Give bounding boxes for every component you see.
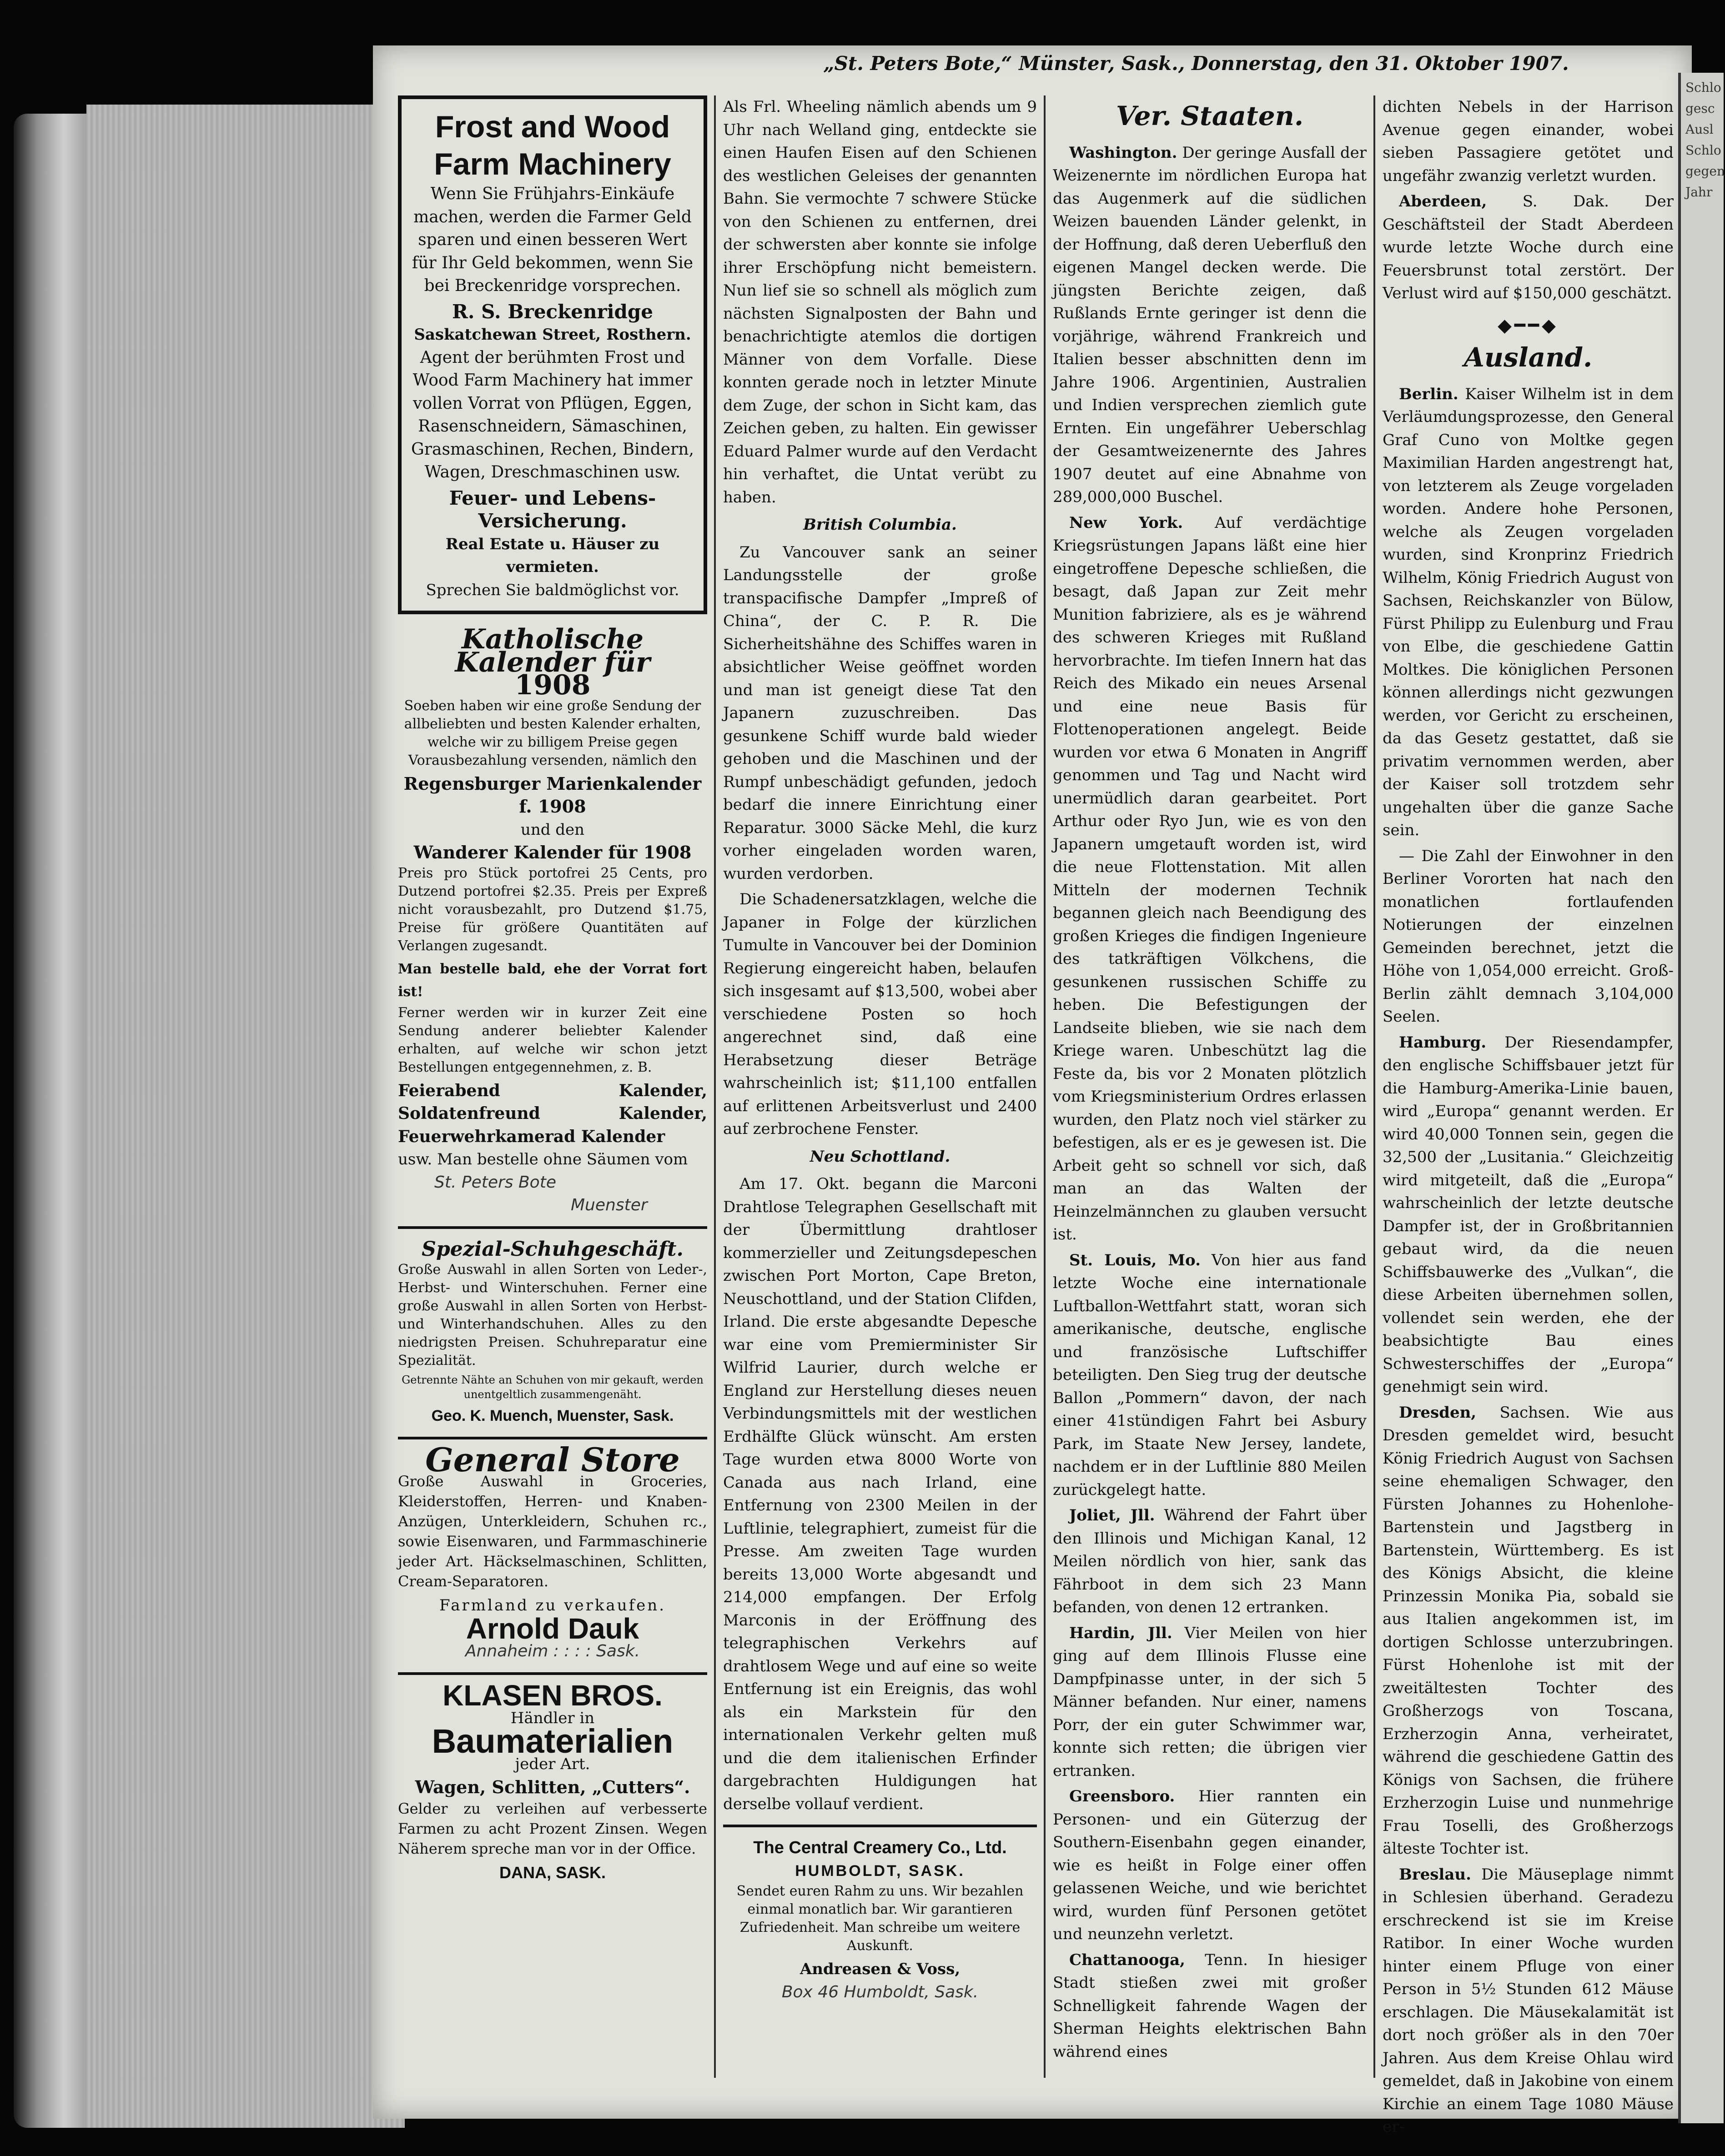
article-text: Vier Meilen von hier ging auf dem Illinois Flusse eine Dampfpinasse unter, in der sich 5 Männer befanden. Nur einer, namens Porr, der ein guter Schwimmer war, konnte sich retten; die übrigen vier ertranken. [1053, 1624, 1367, 1780]
ad-frost-body: Wenn Sie Frühjahrs-Einkäufe machen, werden die Farmer Geld sparen und einen besseren Wert für Ihr Geld bekommen, wenn Sie bei Breckenridge vorsprechen. [412, 185, 694, 295]
ad-kalender-und: und den [520, 820, 585, 839]
ad-store-title: General Store [425, 1440, 680, 1479]
ad-creamery-place: HUMBOLDT, SASK. [795, 1862, 965, 1880]
column-rule [714, 95, 716, 2078]
ad-klasen-title: KLASEN BROS. [443, 1679, 663, 1712]
section-ausland: Ausland. [1463, 342, 1593, 373]
dateline: New York. [1069, 513, 1183, 532]
section-neu-schottland: Neu Schottland. [810, 1147, 951, 1166]
dateline: Berlin. [1399, 385, 1458, 403]
ad-klasen-place: DANA, SASK. [499, 1863, 606, 1882]
ad-creamery-sign: Andreasen & Voss, [800, 1960, 961, 1978]
article-chattanooga [1053, 1949, 1367, 2064]
ad-kalender-order: Man bestelle bald, ehe der Vorrat fort ist! [398, 961, 707, 1000]
dateline: Joliet, Jll. [1069, 1506, 1155, 1524]
dateline: Washington. [1069, 143, 1177, 162]
article-greensboro [1053, 1785, 1367, 1946]
ad-kalender-title: Katholische Kalender für [455, 623, 650, 678]
article-text: Auf verdächtige Kriegsrüstungen Japans läßt eine hier eingetroffene Depesche schließen, die besagt, daß Japan zur Zeit mehr Munition fabriziere, als es je während des schweren Krieges mit Rußland hervorbrachte. Im tiefen Innern hat das Reich des Mikado ein neues Arsenal und eine neue Basis für Flottenoperationen angelegt. Beide wurden vor etwa 6 Monaten in Angriff genommen und Tag und Nacht wird unermüdlich daran gearbeitet. Port Arthur oder Ryo Jun, wie es von den Japanern umgetauft worden ist, wird die neue Flottenstation. Mit allen Mitteln der modernen Technik begannen gleich nach Beendigung des großen Krieges die findigen Ingenieure des tatkräftigen Völkchens, die gesunkenen russischen Schiffe zu heben. Die Befestigungen der Landseite blieben, wie sie nach dem Kriege waren. Unbeschützt lag die Feste da, bis vor 2 Monaten plötzlich vom Kriegsministerium Ordres erlassen wurden, den Platz noch viel stärker zu befestigen, als er es je gewesen ist. Die Arbeit geht so schnell vor sich, daß man an das Walten der Heinzelmännchen zu glauben versucht ist. [1053, 513, 1367, 1243]
ad-kalender-body2: Ferner werden wir in kurzer Zeit eine Sendung anderer beliebter Kalender erhalten, auf welche wir schon jetzt Bestellungen entgegennehmen, z. B. [398, 1004, 707, 1075]
article-berlin [1383, 383, 1674, 842]
article-text: Der Riesendampfer, den englische Schiffsbauer jetzt für die Hamburg-Amerika-Linie bauen, wird „Europa“ genannt werden. Er wird 40,000 Tonnen sein, gegen die 32,500 der „Lusitania.“ Gleichzeitig wird mitgeteilt, daß die „Europa“ wahrscheinlich der letzte deutsche Dampfer ist, der in Großbritannien gebaut wird, da die neuen Schiffsbauwerke des „Vulkan“, die diese Arbeiten übernehmen sollen, vollendet sein werden, ehe der beabsichtigte Bau eines Schwesterschiffes der „Europa“ genehmigt sein wird. [1383, 1033, 1674, 1396]
article-dresden [1383, 1401, 1674, 1860]
article-st-louis [1053, 1249, 1367, 1502]
ad-creamery [723, 1836, 1037, 2004]
section-ver-staaten: Ver. Staaten. [1116, 100, 1304, 131]
ad-frost-wood [398, 95, 707, 614]
article-joliet [1053, 1504, 1367, 1619]
article-claims: Die Schadenersatzklagen, welche die Japaner in Folge der kürzlichen Tumulte in Vancouver bei der Dominion Regierung eingereicht haben, belaufen sich insgesamt auf $13,500, wobei aber verschiedene Posten so hoch angerechnet sind, daß eine Herabsetzung dieser Beträge wahrscheinlich ist; $11,100 entfallen auf erlittenen Arbeitsverlust und 2400 auf zerbrochene Fenster. [723, 890, 1037, 1138]
ad-frost-insurance: Feuer- und Lebens-Versicherung. [449, 486, 656, 532]
dateline: Dresden, [1399, 1403, 1477, 1422]
dateline: Breslau. [1399, 1865, 1471, 1884]
ad-store-place: Annaheim : : : : Sask. [465, 1642, 640, 1660]
ad-kalender-closing: usw. Man bestelle ohne Säumen vom [398, 1150, 688, 1168]
ad-store-name: Arnold Dauk [466, 1612, 639, 1645]
article-berlin-population: — Die Zahl der Einwohner in den Berliner Vororten hat nach den monatlichen fortlaufenden Notierungen der einzelnen Gemeinden berechnet, jetzt die Höhe von 1,054,000 erreicht. Groß-Berlin zählt demnach 3,104,000 Seelen. [1383, 847, 1674, 1026]
dateline: Hardin, Jll. [1069, 1624, 1172, 1642]
article-marconi: Am 17. Okt. begann die Marconi Drahtlose Telegraphen Gesellschaft mit der Übermittlung drahtloser kommerzieller und Zeitungsdepeschen zwischen Port Morton, Cape Breton, Neuschottland, und der Station Clifden, Irland. Die erste abgesandte Depesche war eine vom Premierminister Sir Wilfrid Laurier, durch welche er England zur Herstellung dieses neuen Verbindungsmittels mit der westlichen Erdhälfte Glück wünscht. Am ersten Tage wurden etwa 8000 Worte von Canada aus nach Irland, eine Entfernung von 2300 Meilen in der Luftlinie, telegraphiert, zumeist für die Presse. Am zweiten Tage wurden bereits 13,000 Worte abgesandt und 214,000 empfangen. Der Erfolg Marconis in der Eröffnung des telegraphischen Verkehrs auf drahtlosem Wege und auf eine so weite Entfernung ist ein Ereignis, das wohl als ein Markstein für den internationalen Verkehr gelten muß und die dem italienischen Erfinder dargebrachten Huldigungen hat derselbe vollauf verdient. [723, 1175, 1037, 1813]
ad-kalender-stamp2: Muenster [571, 1196, 648, 1214]
ad-frost-realestate: Real Estate u. Häuser zu vermieten. [445, 535, 660, 576]
article-text: Sachsen. Wie aus Dresden gemeldet wird, besucht König Friedrich August von Sachsen seine ehemaligen Schwager, den Fürsten Johannes zu Hohenlohe-Bartenstein und Jagstberg in Bartenstein, Württemberg. Es ist des Königs Absicht, die kleine Prinzessin Monika Pia, sobald sie aus Italien angekommen ist, im dortigen Schlosse unterzubringen. Fürst Hohenlohe ist mit der zweitältesten Tochter des Großherzogs von Toscana, Erzherzogin Anna, verheiratet, während die geschiedene Gattin des Königs von Sachsen, die frühere Erzherzogin Luise und nunmehrige Frau Toselli, des Großherzogs älteste Tochter ist. [1383, 1403, 1674, 1858]
ad-creamery-title: The Central Creamery Co., Ltd. [753, 1838, 1007, 1857]
ad-schuh-small: Getrennte Nähte an Schuhen von mir gekauft, werden unentgeltlich zusammengenäht. [402, 1374, 704, 1401]
article-text: Kaiser Wilhelm ist in dem Verläumdungsprozesse, den General Graf Cuno von Moltke gegen Maximilian Harden angestrengt hat, von letzterem als Zeuge vorgeladen worden. Andere hohe Personen, welche als Zeugen vorgeladen wurden, sind Kronprinz Friedrich Wilhelm, König Friedrich August von Sachsen, Reichskanzler von Bülow, Fürst Philipp zu Eulenburg und Frau von Elbe, die geschiedene Gattin Moltkes. Die königlichen Personen können allerdings nicht gezwungen werden, vor Gericht zu erscheinen, da das Gesetz gestattet, daß sie privatim vernommen werden, aber der Kaiser soll trotzdem sehr ungehalten über die ganze Sache sein. [1383, 385, 1674, 839]
ad-creamery-body: Sendet euren Rahm zu uns. Wir bezahlen einmal monatlich bar. Wir garantieren Zufriedenheit. Man schreibe um weitere Auskunft. [736, 1883, 1024, 1954]
ad-kalender-marien: Regensburger Marienkalender f. 1908 [403, 773, 702, 817]
ad-frost-agent: Agent der berühmten Frost und Wood Farm Machinery hat immer vollen Vorrat von Pflügen, Eggen, Rasenschneidern, Sämaschinen, Grasmaschinen, Rechen, Bindern, Wagen, Dreschmaschinen usw. [411, 348, 694, 481]
next-page-text: Schlo gesc Ausl Schlo gegen Jahr [1685, 80, 1725, 200]
page-header: „St. Peters Bote,“ Münster, Sask., Donnerstag, den 31. Oktober 1907. [823, 52, 1569, 75]
article-welland: Als Frl. Wheeling nämlich abends um 9 Uhr nach Welland ging, entdeckte sie einen Haufen Eisen auf den Schienen des westlichen Geleises der genannten Bahn. Sie vermochte 7 schwere Stücke von den Schienen zu entfernen, drei der schwersten aber konnte sie infolge ihrer Erschöpfung nicht bemeistern. Nun lief sie so schnell als möglich zum nächsten Signalposten der Bahn und benachrichtigte atemlos die dortigen Männer von dem Vorfalle. Diese konnten gerade noch in letzter Minute dem Zuge, der schon in Sicht kam, das Zeichen geben, zu halten. Ein gewisser Eduard Palmer wurde auf den Verdacht hin verhaftet, die Untat verübt zu haben. [723, 98, 1037, 506]
ad-kalender-others: Feierabend Kalender, Soldatenfreund Kalender, Feuerwehrkamerad Kalender [398, 1081, 707, 1146]
divider [398, 1226, 707, 1229]
ad-klasen-body: Gelder zu verleihen auf verbesserte Farmen zu acht Prozent Zinsen. Wegen Näherem spreche man vor in der Office. [398, 1800, 707, 1857]
ad-schuh-title: Spezial-Schuhgeschäft. [422, 1237, 684, 1261]
column-rule [1044, 95, 1046, 2078]
divider [398, 1437, 707, 1439]
article-text: S. Dak. Der Geschäftsteil der Stadt Aberdeen wurde letzte Woche durch eine Feuersbrunst total zerstört. Der Verlust wird auf $150,000 geschätzt. [1383, 192, 1674, 302]
next-page-edge [1678, 73, 1724, 2123]
ad-creamery-hand: Box 46 Humboldt, Sask. [781, 1982, 979, 2001]
ad-klasen-wagons: Wagen, Schlitten, „Cutters“. [415, 1776, 690, 1797]
column-abroad [1383, 95, 1674, 2136]
ad-store-body: Große Auswahl in Groceries, Kleiderstoffen, Herren- und Knaben-Anzügen, Unterkleidern, Schuhen rc., sowie Eisenwaren, und Farmmaschinerie jeder Art. Häckselmaschinen, Schlitten, Cream-Separatoren. [398, 1473, 707, 1590]
article-text: Tenn. In hiesiger Stadt stießen zwei mit großer Schnelligkeit fahrende Wagen der Sherman Heights elektrischen Bahn während eines [1053, 1950, 1367, 2061]
article-new-york [1053, 511, 1367, 1246]
ad-klasen-dealer: Händler in [510, 1709, 595, 1727]
dateline: St. Louis, Mo. [1069, 1251, 1201, 1269]
ad-kalender-year: 1908 [514, 669, 591, 701]
divider [723, 1825, 1037, 1827]
column-canada [723, 95, 1037, 2087]
ornament-divider: ◆━━◆ [1498, 315, 1559, 336]
column-ads [398, 95, 707, 2087]
article-continued: dichten Nebels in der Harrison Avenue gegen einander, wobei sieben Passagiere getötet und ungefähr zwanzig verletzt wurden. [1383, 98, 1674, 185]
ad-frost-visit: Sprechen Sie baldmöglichst vor. [426, 581, 679, 599]
ad-kalender-stamp1: St. Peters Bote [434, 1173, 556, 1192]
article-hardin [1053, 1622, 1367, 1783]
article-text: Der geringe Ausfall der Weizenernte im nördlichen Europa hat das Augenmerk auf die südlichen Weizen bauenden Länder gelenkt, in der Hoffnung, daß deren Ueberfluß den eigenen Mangel decken werde. Die jüngsten Berichte zeigen, daß Rußlands Ernte geringer ist denn die vorjährige, während Frankreich und Italien besser abschnitten denn im Jahre 1906. Argentinien, Australien und Indien versprechen ziemlich gute Ernten. Ein ungefährer Ueberschlag der Gesamtweizenernte des Jahres 1907 deutet auf eine Abnahme von 289,000,000 Buschel. [1053, 143, 1367, 506]
ad-frost-name: R. S. Breckenridge [452, 300, 654, 323]
ad-kalender-wanderer: Wanderer Kalender für 1908 [413, 842, 692, 862]
newspaper-page [373, 45, 1692, 2136]
ad-frost-title: Frost and Wood Farm Machinery [434, 110, 671, 181]
article-hamburg [1383, 1031, 1674, 1399]
article-vancouver: Zu Vancouver sank an seiner Landungsstelle der große transpacifische Dampfer „Impreß of China“, der C. P. R. Die Sicherheitshähne des Schiffes waren in absichtlicher Weise geöffnet worden und man ist geneigt diese Tat den Japanern zuzuschreiben. Das gesunkene Schiff wurde bald wieder gehoben und die Maschinen und der Rumpf unbeschädigt gefunden, jedoch bedarf die innere Einrichtung einer Reparatur. 3000 Säcke Mehl, die kurz vorher eingeladen worden waren, wurden verdorben. [723, 543, 1037, 883]
ad-klasen-product: Baumaterialien [432, 1722, 674, 1760]
article-text: Von hier aus fand letzte Woche eine internationale Luftballon-Wettfahrt statt, woran sich amerikanische, deutsche, englische und französische Luftschiffer beteiligten. Den Sieg trug der deutsche Ballon „Pommern“ davon, der nach einer 41stündigen Fahrt bei Asbury Park, im Staate New Jersey, landete, nachdem er in der Luftlinie 880 Meilen zurückgelegt hatte. [1053, 1251, 1367, 1499]
column-us [1053, 95, 1367, 2087]
divider [398, 1672, 707, 1675]
column-rule [1373, 95, 1375, 2078]
ad-schuh-body: Große Auswahl in allen Sorten von Leder-, Herbst- und Winterschuhen. Ferner eine große Auswahl in allen Sorten von Herbst- und Winterhandschuhen. Alles zu den niedrigsten Preisen. Schuhreparatur eine Spezialität. [398, 1262, 707, 1369]
dateline: Aberdeen, [1399, 192, 1487, 211]
article-text: Hier rannten ein Personen- und ein Güterzug der Southern-Eisenbahn gegen einander, wie es heißt in Folge einer offen gelassenen Weiche, und wie berichtet wird, wurden fünf Personen getötet und neunzehn verletzt. [1053, 1787, 1367, 1943]
dateline: Chattanooga, [1069, 1950, 1185, 1969]
ad-kalender-price: Preis pro Stück portofrei 25 Cents, pro Dutzend portofrei $2.35. Preis per Expreß nicht vorausbezahlt, pro Dutzend $1.75, Preise für größere Quantitäten auf Verlangen zugesandt. [398, 865, 707, 954]
article-text: Während der Fahrt über den Illinois und Michigan Kanal, 12 Meilen nördlich von hier, sank das Fährboot in dem sich 23 Mann befanden, von denen 12 ertranken. [1053, 1506, 1367, 1616]
ad-frost-street: Saskatchewan Street, Rosthern. [414, 326, 691, 344]
ad-store-farm: Farmland zu verkaufen. [439, 1596, 666, 1614]
dateline: Hamburg. [1399, 1033, 1487, 1052]
article-aberdeen [1383, 190, 1674, 305]
ad-klasen-kind: jeder Art. [515, 1755, 590, 1773]
article-text: Die Mäuseplage nimmt in Schlesien überhand. Geradezu erschreckend ist sie im Kreise Ratibor. In einer Woche wurden hinter einem Pfluge von einer Person in 5½ Stunden 612 Mäuse erschlagen. Die Mäusekalamität ist dort noch größer als in den 70er Jahren. Aus dem Kreise Ohlau wird gemeldet, daß in Jakobine von einem Kirchie an einem Tage 1080 Mäuse er- [1383, 1865, 1674, 2136]
page-stack-edge [86, 105, 405, 2128]
ad-kalender-body1: Soeben haben wir eine große Sendung der allbeliebten und besten Kalender erhalten, welche wir zu billigem Preise gegen Vorausbezahlung versenden, nämlich den [404, 697, 701, 768]
article-breslau [1383, 1863, 1674, 2139]
article-washington [1053, 141, 1367, 509]
ad-schuh-sign: Geo. K. Muench, Muenster, Sask. [431, 1407, 674, 1424]
dateline: Greensboro. [1069, 1787, 1175, 1805]
section-british-columbia: British Columbia. [803, 516, 957, 534]
book-spine [14, 114, 91, 2128]
